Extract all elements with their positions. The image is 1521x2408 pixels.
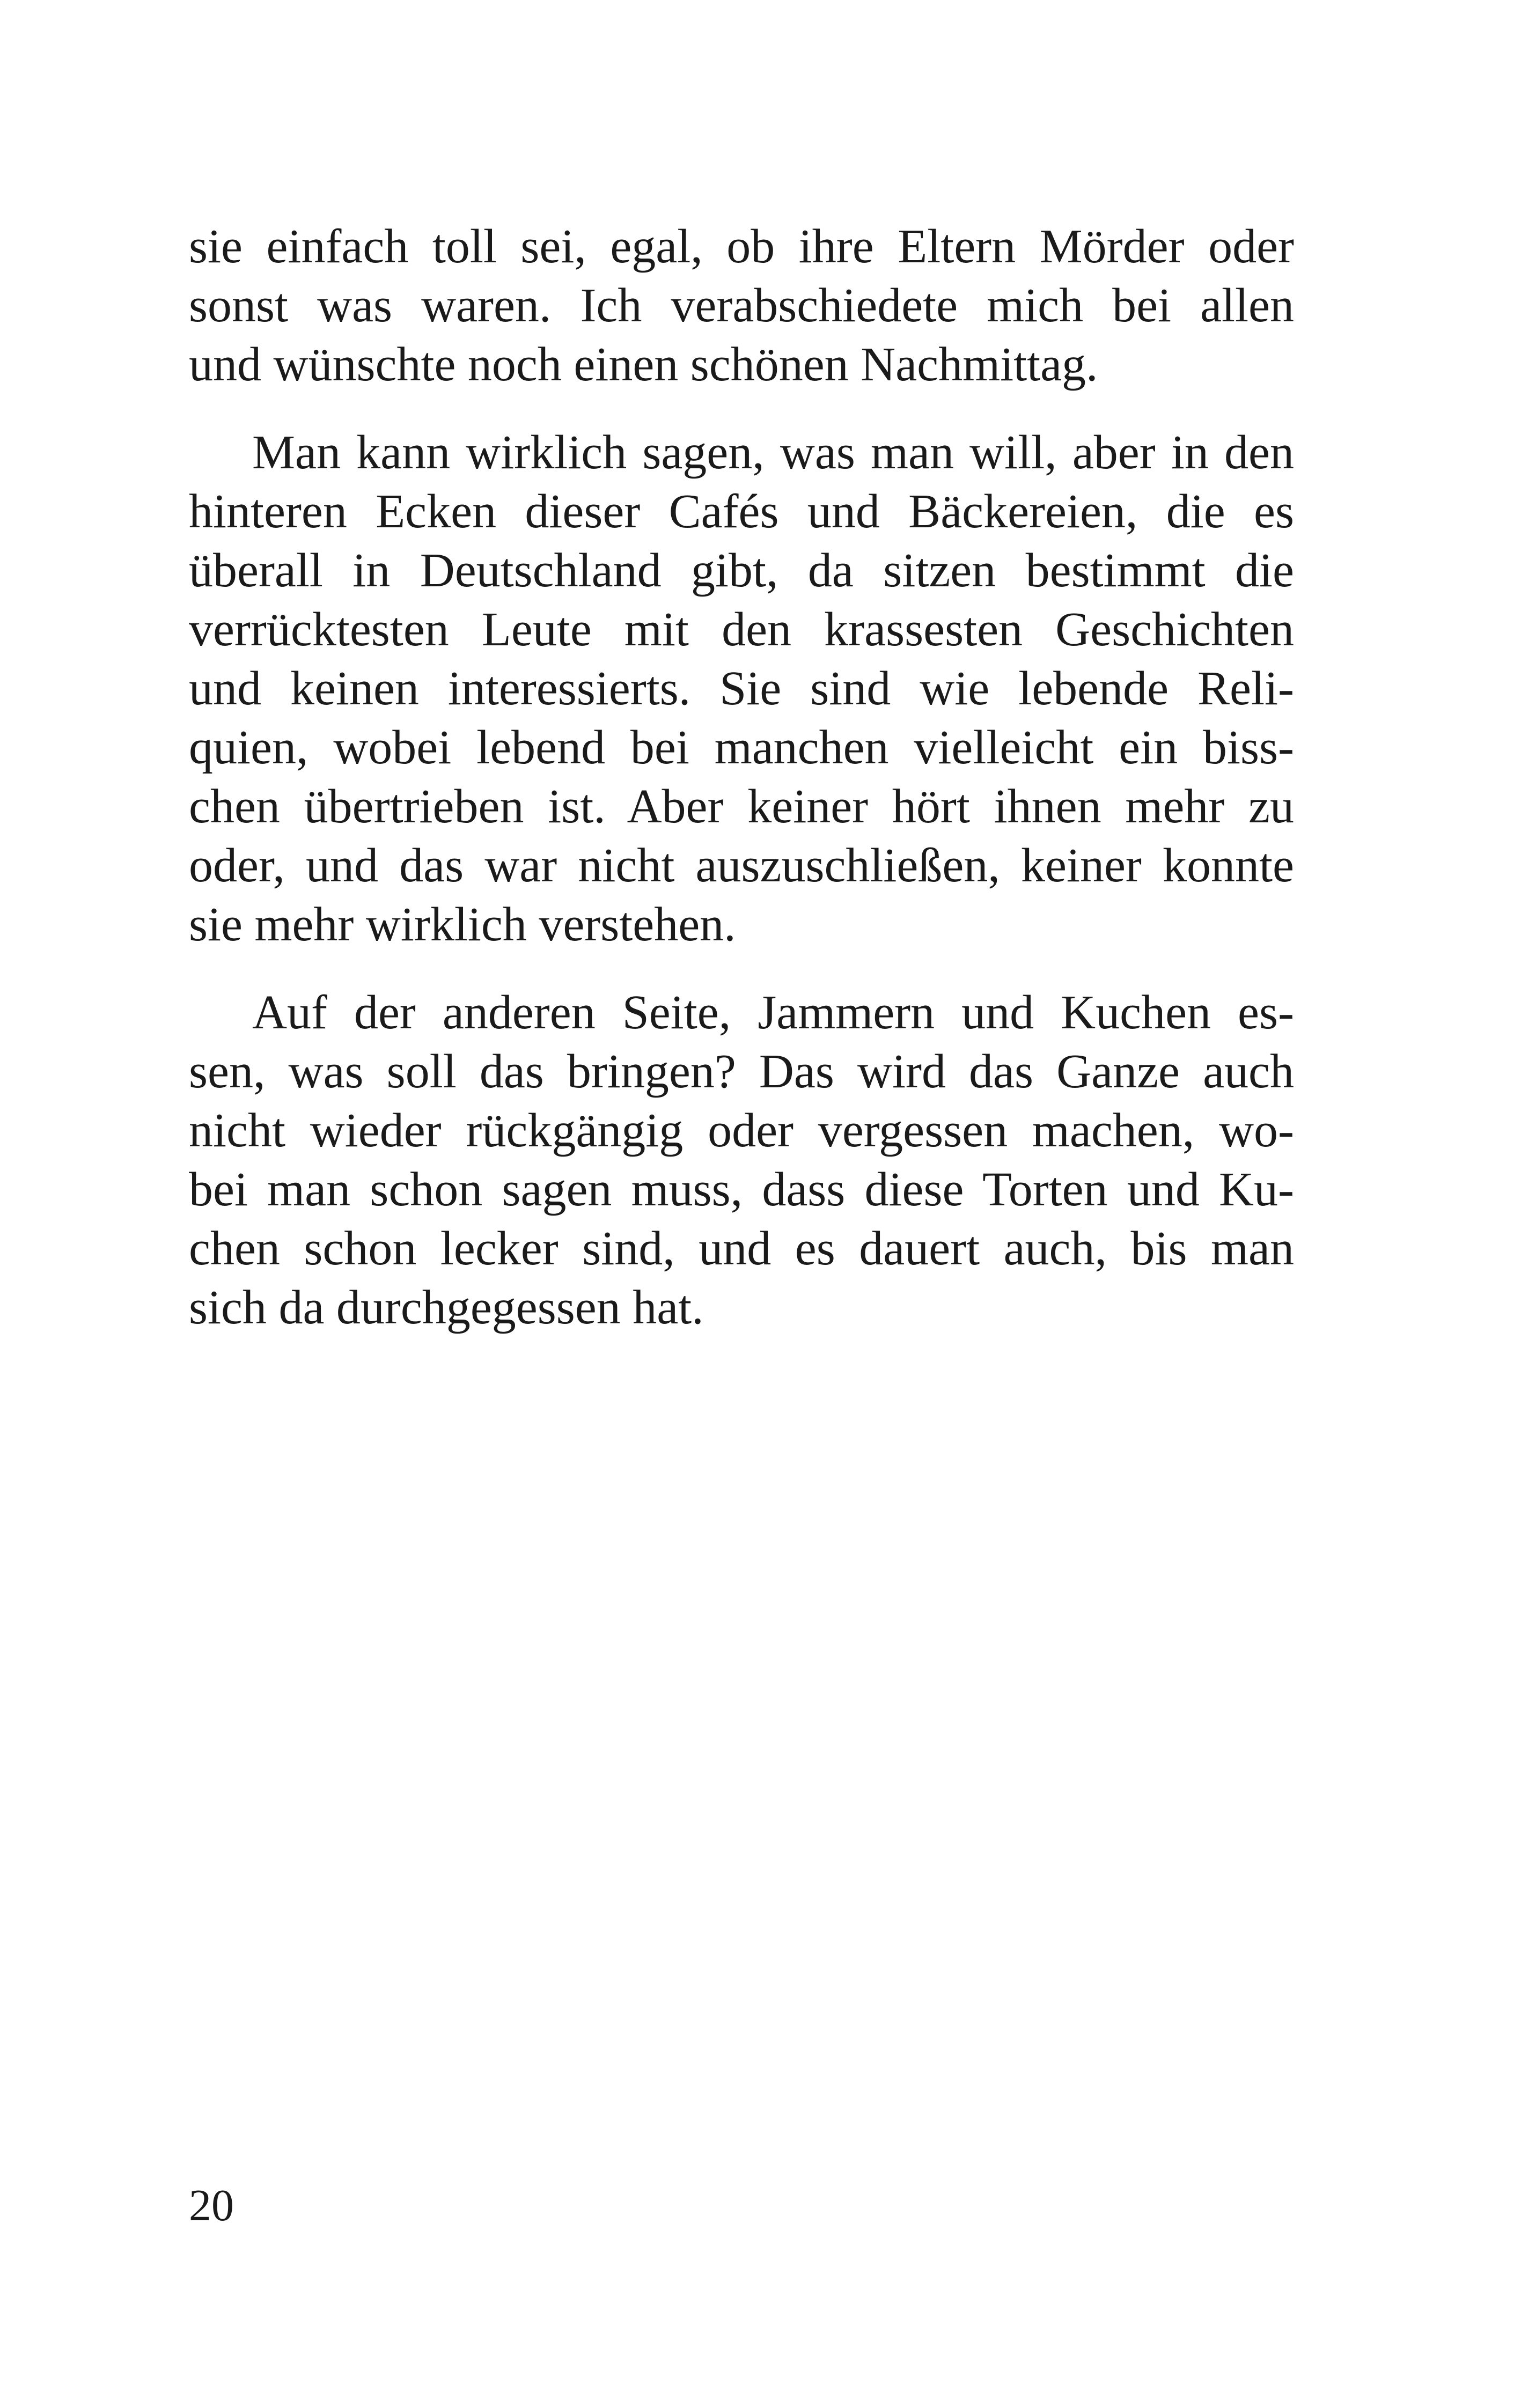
text-line: und keinen interessierts. Sie sind wie lebende Reli- <box>189 662 1294 715</box>
text-line: nicht wieder rückgängig oder vergessen machen, wo- <box>189 1104 1294 1157</box>
text-line: und wünschte noch einen schönen Nachmittag. <box>189 338 1098 391</box>
text-line: oder, und das war nicht auszuschließen, keiner konnte <box>189 839 1294 892</box>
text-line: sonst was waren. Ich verabschiedete mich bei allen <box>189 279 1294 332</box>
text-line: sen, was soll das bringen? Das wird das Ganze auch <box>189 1045 1294 1098</box>
text-line: chen schon lecker sind, und es dauert auch, bis man <box>189 1222 1294 1275</box>
body-text <box>189 217 1294 1337</box>
paragraph-1 <box>189 217 1294 394</box>
text-line: hinteren Ecken dieser Cafés und Bäckereien, die es <box>189 485 1294 538</box>
page-number: 20 <box>189 2181 234 2230</box>
text-line: chen übertrieben ist. Aber keiner hört ihnen mehr zu <box>189 780 1294 833</box>
paragraph-2 <box>189 423 1294 954</box>
text-line: bei man schon sagen muss, dass diese Torten und Ku- <box>189 1163 1294 1216</box>
text-line: überall in Deutschland gibt, da sitzen bestimmt die <box>189 544 1294 597</box>
paragraph-3 <box>189 983 1294 1337</box>
text-line: Man kann wirklich sagen, was man will, aber in den <box>252 426 1294 479</box>
text-line: Auf der anderen Seite, Jammern und Kuchen es- <box>252 986 1294 1039</box>
text-line: sich da durchgegessen hat. <box>189 1281 704 1334</box>
text-line: verrücktesten Leute mit den krassesten Geschichten <box>189 603 1294 656</box>
text-line: sie einfach toll sei, egal, ob ihre Eltern Mörder oder <box>189 220 1294 273</box>
text-line: quien, wobei lebend bei manchen vielleicht ein biss- <box>189 721 1294 774</box>
text-line: sie mehr wirklich verstehen. <box>189 898 736 951</box>
